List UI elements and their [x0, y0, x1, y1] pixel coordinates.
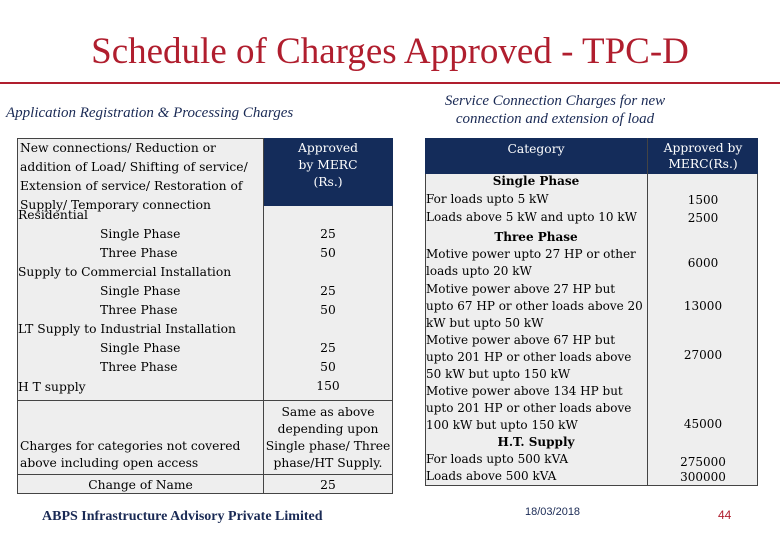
right-heading — [415, 92, 695, 128]
not-covered-value — [263, 404, 393, 472]
left-header-approved — [263, 140, 393, 191]
left-row-value: 50 — [320, 246, 336, 260]
right-row-category — [426, 383, 646, 434]
right-row-line: upto 201 HP or other loads above — [426, 350, 632, 364]
left-row-label: Residential — [18, 208, 88, 222]
not-covered-value-line: Single phase/ Three — [265, 439, 391, 453]
not-covered-line: above including open access — [20, 456, 199, 470]
right-row-value: 6000 — [687, 256, 719, 270]
left-row-value: 50 — [320, 360, 336, 374]
left-approved-line: (Rs.) — [313, 175, 343, 189]
footer-page-number: 44 — [718, 508, 732, 522]
right-approved-line: MERC(Rs.) — [668, 157, 738, 171]
right-row-category: Loads above 5 kW and upto 10 kW — [426, 210, 637, 224]
left-row-value: 25 — [320, 284, 336, 298]
left-header-line: New connections/ Reduction or — [20, 141, 216, 155]
change-name-label: Change of Name — [88, 478, 193, 492]
footer-company: ABPS Infrastructure Advisory Private Limited — [42, 509, 323, 524]
right-row-category: For loads upto 500 kVA — [426, 452, 569, 466]
right-row-line: loads upto 20 kW — [426, 264, 532, 278]
footer-date: 18/03/2018 — [525, 506, 581, 518]
left-header-line: addition of Load/ Shifting of service/ — [20, 160, 248, 174]
not-covered-line: Charges for categories not covered — [20, 439, 241, 453]
left-row-label: Three Phase — [100, 303, 178, 317]
left-header-label — [20, 139, 248, 215]
left-row-label: LT Supply to Industrial Installation — [18, 322, 236, 336]
right-row-category — [426, 246, 646, 280]
left-row-label: Three Phase — [100, 246, 178, 260]
right-approved-line: Approved by — [663, 141, 743, 155]
not-covered-value-line: phase/HT Supply. — [273, 456, 383, 470]
right-row-line: 100 kW but upto 150 kW — [426, 418, 578, 432]
left-row-divider — [17, 474, 393, 475]
right-row-category: Single Phase — [492, 174, 580, 188]
not-covered-label — [20, 438, 240, 472]
change-name-value: 25 — [320, 478, 336, 492]
not-covered-value-line: depending upon — [277, 422, 379, 436]
left-row-value: 25 — [320, 227, 336, 241]
right-row-category: H.T. Supply — [497, 435, 575, 449]
left-row-value: 50 — [320, 303, 336, 317]
slide-title: Schedule of Charges Approved - TPC-D — [91, 31, 689, 72]
left-row-label: Three Phase — [100, 360, 178, 374]
left-header-line: Supply/ Temporary connection — [20, 198, 211, 212]
left-row-value: 25 — [320, 341, 336, 355]
right-row-value: 27000 — [683, 348, 723, 362]
right-heading-line: Service Connection Charges for new — [444, 93, 666, 109]
right-heading-line: connection and extension of load — [455, 111, 655, 127]
right-row-category: Loads above 500 kVA — [426, 469, 557, 483]
left-row-label: Single Phase — [100, 284, 181, 298]
right-row-line: upto 67 HP or other loads above 20 — [426, 299, 643, 313]
left-row-label: Supply to Commercial Installation — [18, 265, 232, 279]
right-row-category — [426, 281, 646, 332]
right-header-approved — [648, 140, 758, 172]
right-header-category: Category — [507, 142, 565, 156]
right-row-line: upto 201 HP or other loads above — [426, 401, 632, 415]
right-row-category: For loads upto 5 kW — [426, 192, 549, 206]
right-row-line: Motive power upto 27 HP or other — [426, 247, 636, 261]
title-divider — [0, 82, 780, 84]
left-heading: Application Registration & Processing Charges — [6, 105, 294, 121]
right-row-value: 300000 — [680, 470, 726, 484]
right-row-category — [426, 332, 646, 383]
left-row-label: H T supply — [18, 380, 86, 394]
left-row-label: Single Phase — [100, 341, 181, 355]
left-row-value: 150 — [316, 379, 340, 393]
left-approved-line: by MERC — [298, 158, 358, 172]
left-header-line: Extension of service/ Restoration of — [20, 179, 243, 193]
right-row-line: Motive power above 67 HP but — [426, 333, 616, 347]
right-row-line: kW but upto 50 kW — [426, 316, 544, 330]
left-approved-line: Approved — [297, 141, 358, 155]
right-row-line: 50 kW but upto 150 kW — [426, 367, 571, 381]
left-row-label: Single Phase — [100, 227, 181, 241]
left-row-divider — [17, 400, 393, 401]
right-row-value: 1500 — [687, 193, 719, 207]
right-row-line: Motive power above 134 HP but — [426, 384, 623, 398]
right-row-value: 13000 — [683, 299, 723, 313]
right-row-value: 2500 — [687, 211, 719, 225]
not-covered-value-line: Same as above — [281, 405, 375, 419]
right-row-value: 45000 — [683, 417, 723, 431]
right-row-value: 275000 — [680, 455, 726, 469]
right-row-line: Motive power above 27 HP but — [426, 282, 616, 296]
right-row-category: Three Phase — [494, 230, 578, 244]
